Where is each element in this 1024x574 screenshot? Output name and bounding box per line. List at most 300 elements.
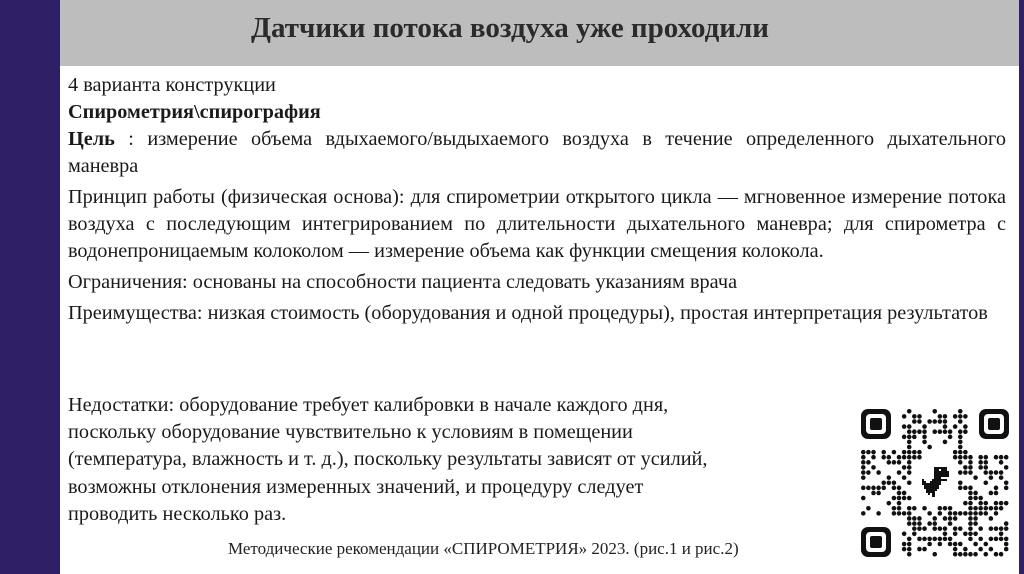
qr-module — [917, 537, 922, 542]
qr-module — [912, 419, 917, 424]
qr-module — [887, 501, 892, 506]
qr-module — [892, 511, 897, 516]
qr-module — [861, 475, 866, 480]
qr-module — [948, 542, 953, 547]
qr-module — [953, 552, 958, 557]
qr-module — [902, 424, 907, 429]
qr-module — [948, 429, 953, 434]
qr-module — [866, 506, 871, 511]
qr-module — [948, 516, 953, 521]
qr-module — [989, 547, 994, 552]
qr-module — [943, 419, 948, 424]
qr-module — [902, 435, 907, 440]
qr-module — [876, 491, 881, 496]
qr-module — [897, 491, 902, 496]
qr-module — [994, 470, 999, 475]
qr-module — [983, 465, 988, 470]
qr-module — [912, 435, 917, 440]
qr-module — [912, 521, 917, 526]
qr-module — [953, 547, 958, 552]
qr-module — [866, 450, 871, 455]
qr-module — [922, 526, 927, 531]
qr-module — [943, 537, 948, 542]
goal-text: : измерение объема вдыхаемого/выдыхаемого воздуха в течение определенного дыхательного маневра — [68, 128, 1006, 177]
qr-module — [938, 537, 943, 542]
qr-module — [943, 414, 948, 419]
qr-module — [902, 496, 907, 501]
qr-module — [948, 537, 953, 542]
qr-module — [943, 424, 948, 429]
qr-module — [932, 521, 937, 526]
qr-module — [958, 460, 963, 465]
qr-module — [1004, 455, 1009, 460]
qr-module — [999, 506, 1004, 511]
qr-module — [963, 547, 968, 552]
qr-module — [917, 526, 922, 531]
qr-module — [983, 480, 988, 485]
qr-module — [968, 506, 973, 511]
qr-module — [927, 511, 932, 516]
qr-module — [983, 460, 988, 465]
qr-module — [917, 455, 922, 460]
qr-module — [907, 511, 912, 516]
qr-module — [917, 547, 922, 552]
qr-module — [922, 440, 927, 445]
qr-module — [881, 480, 886, 485]
principle-paragraph: Принцип работы (физическая основа): для спирометрии открытого цикла — мгновенное измерение потока воздуха с последующим интегрированием по длительности дыхательного маневра; для спирометра с водонепроницаемым колоколом — измерение объема как функции смещения колокола. — [68, 186, 1006, 262]
qr-module — [932, 419, 937, 424]
qr-module — [907, 521, 912, 526]
qr-module — [1004, 486, 1009, 491]
qr-module — [907, 516, 912, 521]
qr-module — [932, 516, 937, 521]
qr-module — [1004, 501, 1009, 506]
qr-module — [881, 450, 886, 455]
qr-code-graphic — [859, 407, 1011, 559]
qr-module — [917, 429, 922, 434]
variants-line: 4 варианта конструкции — [68, 74, 276, 96]
qr-module — [948, 435, 953, 440]
qr-module — [968, 465, 973, 470]
qr-module — [943, 516, 948, 521]
qr-module — [973, 511, 978, 516]
qr-module — [958, 419, 963, 424]
qr-module — [978, 465, 983, 470]
qr-module — [876, 511, 881, 516]
section-heading: Спирометрия\спирография — [68, 101, 321, 123]
qr-module — [973, 531, 978, 536]
qr-module — [978, 506, 983, 511]
qr-module — [968, 501, 973, 506]
qr-module — [973, 516, 978, 521]
left-accent-bar — [0, 0, 60, 574]
qr-module — [978, 496, 983, 501]
qr-module — [943, 429, 948, 434]
qr-module — [892, 480, 897, 485]
qr-module — [861, 486, 866, 491]
qr-module — [943, 526, 948, 531]
qr-module — [973, 506, 978, 511]
qr-module — [948, 506, 953, 511]
qr-module — [999, 537, 1004, 542]
qr-module — [983, 506, 988, 511]
qr-module — [866, 470, 871, 475]
qr-module — [871, 450, 876, 455]
qr-module — [907, 435, 912, 440]
qr-module — [953, 526, 958, 531]
qr-module — [902, 491, 907, 496]
qr-module — [902, 455, 907, 460]
qr-module — [953, 450, 958, 455]
qr-module — [958, 470, 963, 475]
qr-module — [994, 501, 999, 506]
qr-module — [881, 486, 886, 491]
qr-module — [978, 501, 983, 506]
qr-module — [1004, 465, 1009, 470]
qr-module — [897, 496, 902, 501]
qr-module — [953, 542, 958, 547]
qr-module — [907, 547, 912, 552]
qr-module — [938, 542, 943, 547]
qr-module — [892, 496, 897, 501]
qr-module — [927, 419, 932, 424]
goal-label: Цель — [68, 128, 115, 150]
qr-module — [989, 537, 994, 542]
qr-module — [907, 450, 912, 455]
qr-module — [861, 460, 866, 465]
qr-module — [973, 496, 978, 501]
qr-module — [917, 414, 922, 419]
qr-module — [989, 470, 994, 475]
qr-module — [989, 526, 994, 531]
qr-module — [994, 455, 999, 460]
qr-finder-top-left — [861, 409, 891, 439]
limitations-paragraph: Ограничения: основаны на способности пациента следовать указаниям врача — [68, 271, 738, 293]
qr-module — [892, 460, 897, 465]
qr-module — [927, 521, 932, 526]
qr-module — [963, 501, 968, 506]
qr-module — [897, 511, 902, 516]
qr-module — [887, 475, 892, 480]
qr-module — [912, 516, 917, 521]
qr-module — [861, 455, 866, 460]
qr-module — [907, 552, 912, 557]
qr-module — [978, 526, 983, 531]
qr-module — [902, 465, 907, 470]
qr-module — [907, 460, 912, 465]
dinosaur-icon — [915, 463, 955, 503]
qr-module — [902, 414, 907, 419]
qr-module — [912, 455, 917, 460]
qr-module — [968, 470, 973, 475]
qr-module — [902, 450, 907, 455]
drawbacks-line: поскольку оборудование чувствительно к условиям в помещении — [68, 421, 633, 444]
qr-module — [973, 552, 978, 557]
qr-module — [892, 450, 897, 455]
qr-module — [887, 480, 892, 485]
qr-module — [963, 552, 968, 557]
slide-title: Датчики потока воздуха уже проходили — [251, 12, 769, 44]
qr-module — [876, 486, 881, 491]
qr-module — [973, 475, 978, 480]
qr-module — [871, 455, 876, 460]
qr-module — [907, 424, 912, 429]
qr-module — [963, 455, 968, 460]
qr-module — [989, 475, 994, 480]
qr-module — [917, 450, 922, 455]
reference-citation: Методические рекомендации «СПИРОМЕТРИЯ» 2023. (рис.1 и рис.2) — [228, 539, 739, 558]
qr-module — [983, 455, 988, 460]
qr-module — [958, 552, 963, 557]
qr-module — [1004, 537, 1009, 542]
qr-module — [983, 552, 988, 557]
qr-module — [953, 531, 958, 536]
qr-module — [994, 511, 999, 516]
qr-module — [861, 470, 866, 475]
qr-module — [932, 552, 937, 557]
qr-module — [861, 465, 866, 470]
qr-module — [887, 460, 892, 465]
qr-module — [907, 537, 912, 542]
drawbacks-line: Недостатки: оборудование требует калибровки в начале каждого дня, — [68, 394, 669, 416]
qr-module — [983, 511, 988, 516]
qr-module — [963, 470, 968, 475]
qr-module — [963, 424, 968, 429]
qr-module — [907, 470, 912, 475]
right-accent-bar — [1019, 0, 1024, 574]
qr-module — [953, 414, 958, 419]
qr-module — [958, 409, 963, 414]
qr-module — [897, 455, 902, 460]
qr-module — [912, 506, 917, 511]
qr-module — [1004, 542, 1009, 547]
qr-module — [994, 526, 999, 531]
qr-module — [907, 440, 912, 445]
qr-module — [989, 516, 994, 521]
qr-module — [953, 511, 958, 516]
qr-module — [958, 542, 963, 547]
qr-module — [922, 547, 927, 552]
qr-module — [999, 455, 1004, 460]
qr-module — [963, 465, 968, 470]
qr-module — [958, 414, 963, 419]
qr-module — [922, 435, 927, 440]
qr-code-icon[interactable] — [859, 407, 1011, 559]
qr-module — [948, 521, 953, 526]
qr-module — [973, 542, 978, 547]
qr-module — [907, 480, 912, 485]
qr-module — [958, 455, 963, 460]
qr-module — [922, 506, 927, 511]
qr-module — [938, 429, 943, 434]
qr-module — [927, 537, 932, 542]
qr-module — [866, 486, 871, 491]
qr-module — [907, 465, 912, 470]
qr-module — [917, 521, 922, 526]
qr-module — [897, 460, 902, 465]
qr-module — [938, 511, 943, 516]
qr-module — [892, 486, 897, 491]
qr-module — [861, 450, 866, 455]
qr-module — [953, 455, 958, 460]
qr-module — [907, 496, 912, 501]
goal-paragraph — [68, 126, 1006, 180]
qr-module — [927, 542, 932, 547]
qr-module — [902, 531, 907, 536]
qr-module — [994, 486, 999, 491]
qr-module — [968, 516, 973, 521]
qr-module — [958, 480, 963, 485]
qr-module — [1004, 547, 1009, 552]
drawbacks-paragraph — [68, 392, 828, 528]
qr-module — [922, 429, 927, 434]
qr-module — [907, 455, 912, 460]
qr-module — [953, 516, 958, 521]
qr-module — [943, 531, 948, 536]
qr-module — [902, 475, 907, 480]
drawbacks-line: возможны отклонения измеренных значений, и процедуру следует — [68, 475, 644, 498]
qr-module — [917, 516, 922, 521]
qr-module — [989, 491, 994, 496]
qr-module — [978, 455, 983, 460]
qr-module — [968, 511, 973, 516]
qr-module — [917, 419, 922, 424]
qr-module — [912, 526, 917, 531]
qr-module — [994, 506, 999, 511]
qr-module — [902, 542, 907, 547]
qr-module — [932, 409, 937, 414]
qr-module — [881, 455, 886, 460]
qr-module — [932, 526, 937, 531]
qr-module — [897, 501, 902, 506]
qr-module — [902, 547, 907, 552]
qr-module — [897, 470, 902, 475]
qr-module — [963, 429, 968, 434]
qr-module — [968, 460, 973, 465]
qr-module — [938, 506, 943, 511]
qr-module — [943, 506, 948, 511]
qr-module — [907, 409, 912, 414]
qr-module — [968, 531, 973, 536]
qr-module — [978, 460, 983, 465]
qr-module — [963, 511, 968, 516]
qr-module — [978, 511, 983, 516]
qr-module — [958, 445, 963, 450]
qr-module — [963, 486, 968, 491]
qr-module — [994, 552, 999, 557]
qr-module — [968, 537, 973, 542]
qr-module — [968, 486, 973, 491]
qr-module — [922, 424, 927, 429]
qr-module — [861, 511, 866, 516]
qr-module — [876, 470, 881, 475]
qr-module — [1004, 526, 1009, 531]
qr-module — [963, 531, 968, 536]
qr-module — [978, 537, 983, 542]
qr-module — [958, 450, 963, 455]
drawbacks-line: (температура, влажность и т. д.), поскольку результаты зависят от усилий, — [68, 448, 708, 471]
qr-module — [958, 440, 963, 445]
qr-module — [871, 486, 876, 491]
qr-finder-top-right — [979, 409, 1009, 439]
qr-module — [907, 445, 912, 450]
qr-module — [958, 486, 963, 491]
qr-module — [907, 506, 912, 511]
qr-module — [912, 429, 917, 434]
qr-module — [897, 486, 902, 491]
qr-module — [907, 429, 912, 434]
qr-module — [999, 460, 1004, 465]
qr-module — [938, 414, 943, 419]
qr-module — [922, 537, 927, 542]
qr-module — [861, 496, 866, 501]
qr-module — [983, 501, 988, 506]
qr-module — [958, 526, 963, 531]
qr-module — [912, 450, 917, 455]
qr-module — [907, 542, 912, 547]
qr-module — [1004, 521, 1009, 526]
drawbacks-line: проводить несколько раз. — [68, 502, 287, 525]
qr-module — [999, 552, 1004, 557]
qr-module — [968, 552, 973, 557]
qr-module — [994, 491, 999, 496]
qr-module — [989, 506, 994, 511]
qr-module — [948, 511, 953, 516]
qr-module — [983, 542, 988, 547]
qr-module — [963, 414, 968, 419]
slide-body — [68, 72, 1006, 327]
qr-module — [968, 455, 973, 460]
qr-module — [938, 419, 943, 424]
qr-finder-bottom-left — [861, 527, 891, 557]
qr-module — [999, 531, 1004, 536]
qr-module — [932, 429, 937, 434]
qr-module — [953, 424, 958, 429]
qr-module — [963, 450, 968, 455]
qr-module — [994, 537, 999, 542]
qr-module — [973, 491, 978, 496]
qr-module — [938, 526, 943, 531]
qr-module — [968, 521, 973, 526]
qr-module — [912, 414, 917, 419]
advantages-paragraph: Преимущества: низкая стоимость (оборудования и одной процедуры), простая интерпретация результатов — [68, 302, 988, 324]
qr-module — [902, 511, 907, 516]
qr-module — [912, 531, 917, 536]
qr-module — [973, 521, 978, 526]
qr-module — [968, 496, 973, 501]
qr-module — [968, 491, 973, 496]
qr-module — [871, 491, 876, 496]
qr-module — [983, 470, 988, 475]
qr-module — [897, 506, 902, 511]
qr-module — [943, 440, 948, 445]
qr-module — [999, 526, 1004, 531]
qr-module — [999, 475, 1004, 480]
qr-module — [932, 537, 937, 542]
qr-module — [968, 526, 973, 531]
qr-module — [871, 465, 876, 470]
qr-module — [1004, 480, 1009, 485]
qr-module — [999, 501, 1004, 506]
qr-module — [978, 547, 983, 552]
qr-module — [958, 435, 963, 440]
qr-module — [892, 506, 897, 511]
qr-module — [999, 470, 1004, 475]
qr-module — [958, 511, 963, 516]
qr-module — [866, 460, 871, 465]
qr-module — [958, 429, 963, 434]
qr-module — [927, 445, 932, 450]
